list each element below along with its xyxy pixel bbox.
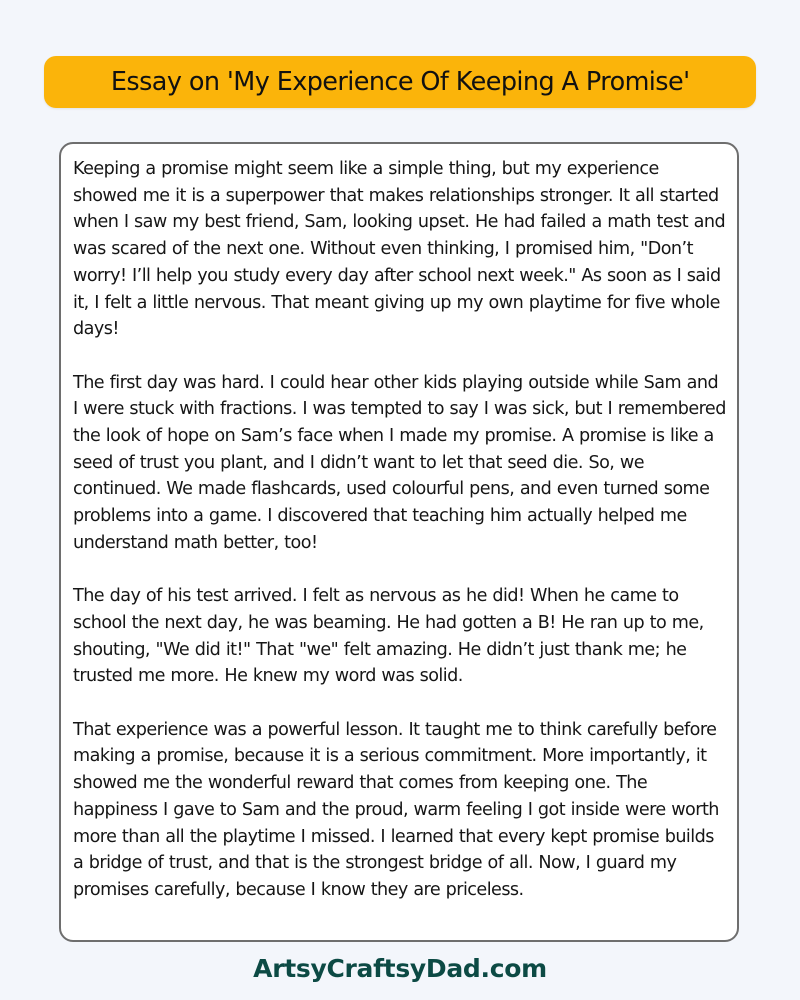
essay-paragraph-4: That experience was a powerful lesson. It taught me to think carefully before making a promise, because it is a serious commitment. More importantly, it showed me the wonderful reward that comes from keeping one. The happiness I gave to Sam and the proud, warm feeling I got inside were worth more than all the playtime I missed. I learned that every kept promise builds a bridge of trust, and that is the strongest bridge of all. Now, I guard my promises carefully, because I know they are priceless. <box>73 719 719 900</box>
essay-paragraph-1: Keeping a promise might seem like a simple thing, but my experience showed me it is a superpower that makes relationships stronger. It all started when I saw my best friend, Sam, looking upset. He had failed a math test and was scared of the next one. Without even thinking, I promised him, "Don’t worry! I’ll help you study every day after school next week." As soon as I said it, I felt a little nervous. That meant giving up my own playtime for five whole days! <box>73 159 726 340</box>
title-banner <box>44 56 756 108</box>
essay-paragraph-3: The day of his test arrived. I felt as nervous as he did! When he came to school the next day, he was beaming. He had gotten a B! He ran up to me, shouting, "We did it!" That "we" felt amazing. He didn’t just thank me; he trusted me more. He knew my word was solid. <box>73 586 704 687</box>
essay-box <box>59 142 739 942</box>
page-title: Essay on 'My Experience Of Keeping A Promise' <box>110 67 690 97</box>
site-watermark: ArtsyCraftsyDad.com <box>253 954 547 983</box>
essay-paragraph-2: The first day was hard. I could hear other kids playing outside while Sam and I were stuck with fractions. I was tempted to say I was sick, but I remembered the look of hope on Sam’s face when I made my promise. A promise is like a seed of trust you plant, and I didn’t want to let that seed die. So, we continued. We made flashcards, used colourful pens, and even turned some problems into a game. I discovered that teaching him actually helped me understand math better, too! <box>73 372 726 553</box>
